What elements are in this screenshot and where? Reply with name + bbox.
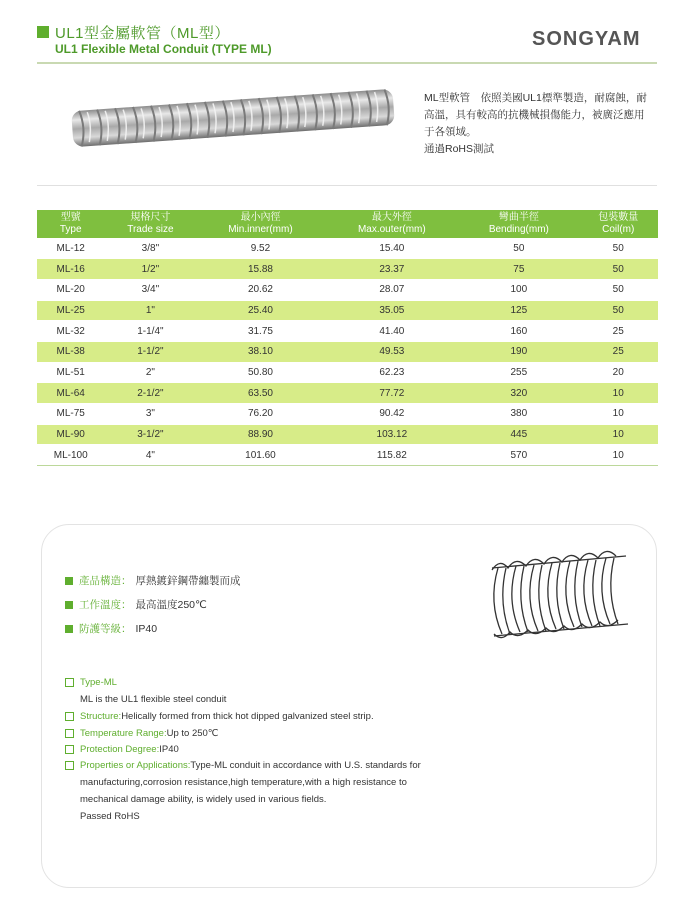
table-cell: 23.37 (324, 259, 459, 280)
feature-key: 產品構造： (79, 575, 132, 587)
table-row (37, 238, 658, 259)
feature-value: IP40 (159, 744, 179, 755)
feature-value: Type-ML conduit in accordance with U.S. standards for (190, 760, 421, 771)
table-row (37, 341, 658, 362)
table-cell: 1" (104, 300, 196, 321)
header-min-inner: 最小內徑 Min.inner(mm) (196, 210, 324, 238)
feature-key: Temperature Range: (80, 728, 167, 739)
feature-temperature-en (65, 728, 218, 739)
table-row (37, 321, 658, 342)
table-cell: 1/2" (104, 259, 196, 280)
table-cell: 380 (459, 404, 578, 425)
feature-value: IP40 (135, 622, 158, 635)
table-cell: ML-51 (37, 362, 104, 383)
table-row (37, 424, 658, 445)
table-cell: 15.40 (324, 238, 459, 259)
table-cell: ML-16 (37, 259, 104, 280)
table-cell: 9.52 (196, 238, 324, 259)
feature-key: 工作溫度： (79, 599, 132, 611)
table-cell: 3/4" (104, 279, 196, 300)
table-cell: 35.05 (324, 300, 459, 321)
feature-key: Type-ML (80, 677, 117, 688)
table-cell: 3-1/2" (104, 424, 196, 445)
table-row (37, 279, 658, 300)
table-header-row (37, 210, 658, 238)
table-cell: 3/8" (104, 238, 196, 259)
checkbox-icon (65, 745, 74, 754)
feature-key: Properties or Applications: (80, 760, 191, 771)
feature-protection-en (65, 744, 179, 755)
table-cell: 28.07 (324, 279, 459, 300)
bullet-square-icon (65, 601, 73, 609)
table-cell: 50 (578, 259, 658, 280)
table-cell: 255 (459, 362, 578, 383)
table-cell: 10 (578, 404, 658, 425)
table-cell: 115.82 (324, 445, 459, 466)
table-cell: 2-1/2" (104, 383, 196, 404)
table-cell: 50 (578, 279, 658, 300)
table-cell: 31.75 (196, 321, 324, 342)
product-description (424, 90, 660, 158)
feature-properties-line: manufacturing,corrosion resistance,high temperature,with a high resistance to (80, 777, 407, 788)
table-row (37, 445, 658, 466)
table-cell: ML-32 (37, 321, 104, 342)
conduit-profile-drawing (484, 548, 634, 644)
title-english: UL1 Flexible Metal Conduit (TYPE ML) (55, 42, 272, 56)
table-cell: 20 (578, 362, 658, 383)
bullet-square-icon (65, 625, 73, 633)
section-divider (37, 185, 657, 186)
feature-properties-en (65, 760, 421, 771)
table-cell: ML-100 (37, 445, 104, 466)
conduit-image (68, 88, 398, 148)
table-cell: 3" (104, 404, 196, 425)
header-bending: 彎曲半徑 Bending(mm) (459, 210, 578, 238)
table-cell: 103.12 (324, 424, 459, 445)
feature-type-description: ML is the UL1 flexible steel conduit (80, 694, 227, 705)
table-cell: 125 (459, 300, 578, 321)
table-cell: 570 (459, 445, 578, 466)
bullet-square-icon (65, 577, 73, 585)
table-cell: 25 (578, 321, 658, 342)
feature-key: Structure: (80, 711, 122, 722)
table-cell: 20.62 (196, 279, 324, 300)
table-cell: 63.50 (196, 383, 324, 404)
table-cell: ML-12 (37, 238, 104, 259)
table-cell: ML-75 (37, 404, 104, 425)
checkbox-icon (65, 678, 74, 687)
header-coil: 包裝數量 Coil(m) (578, 210, 658, 238)
table-cell: 10 (578, 445, 658, 466)
table-cell: 50 (578, 300, 658, 321)
checkbox-icon (65, 712, 74, 721)
table-cell: 76.20 (196, 404, 324, 425)
table-row (37, 383, 658, 404)
feature-value: 厚熱鍍鋅鋼帶纏製而成 (135, 575, 241, 587)
table-cell: 41.40 (324, 321, 459, 342)
header-divider (37, 62, 657, 64)
table-cell: 100 (459, 279, 578, 300)
table-cell: 101.60 (196, 445, 324, 466)
feature-temperature-cn (65, 597, 207, 612)
table-cell: 160 (459, 321, 578, 342)
title-marker (37, 26, 49, 38)
table-cell: 25.40 (196, 300, 324, 321)
table-cell: 1-1/2" (104, 341, 196, 362)
feature-type-en (65, 677, 117, 688)
table-row (37, 404, 658, 425)
feature-protection-cn (65, 621, 157, 636)
checkbox-icon (65, 729, 74, 738)
table-cell: 15.88 (196, 259, 324, 280)
feature-value: Up to 250℃ (166, 728, 219, 739)
table-cell: 190 (459, 341, 578, 362)
table-cell: ML-90 (37, 424, 104, 445)
table-cell: 62.23 (324, 362, 459, 383)
description-line: 高溫，具有較高的抗機械損傷能力，被廣泛應用 (424, 109, 645, 121)
checkbox-icon (65, 761, 74, 770)
table-cell: 77.72 (324, 383, 459, 404)
table-cell: 50 (578, 238, 658, 259)
table-cell: 88.90 (196, 424, 324, 445)
table-cell: 50.80 (196, 362, 324, 383)
spec-table (37, 210, 658, 466)
table-cell: 10 (578, 424, 658, 445)
feature-key: 防護等級： (79, 623, 132, 635)
table-cell: 75 (459, 259, 578, 280)
table-cell: ML-20 (37, 279, 104, 300)
table-cell: 10 (578, 383, 658, 404)
description-line: ML型軟管 依照美國UL1標準製造，耐腐蝕，耐 (424, 92, 647, 104)
table-cell: 49.53 (324, 341, 459, 362)
table-cell: ML-38 (37, 341, 104, 362)
table-cell: 50 (459, 238, 578, 259)
description-line: 通過RoHS測試 (424, 143, 495, 155)
header-type: 型號 Type (37, 210, 104, 238)
table-row (37, 362, 658, 383)
description-line: 于各領域。 (424, 126, 477, 138)
table-row (37, 259, 658, 280)
brand-logo: SONGYAM (532, 28, 641, 50)
feature-properties-line: mechanical damage ability, is widely used in various fields. (80, 794, 327, 805)
feature-value: 最高溫度250℃ (135, 599, 207, 611)
table-cell: 4" (104, 445, 196, 466)
header-trade-size: 規格尺寸 Trade size (104, 210, 196, 238)
table-cell: 90.42 (324, 404, 459, 425)
table-cell: 1-1/4" (104, 321, 196, 342)
header-max-outer: 最大外徑 Max.outer(mm) (324, 210, 459, 238)
table-cell: 2" (104, 362, 196, 383)
table-cell: ML-25 (37, 300, 104, 321)
feature-value: Helically formed from thick hot dipped galvanized steel strip. (121, 711, 374, 722)
feature-key: Protection Degree: (80, 744, 160, 755)
table-cell: ML-64 (37, 383, 104, 404)
feature-rohs: Passed RoHS (80, 811, 140, 822)
table-cell: 320 (459, 383, 578, 404)
title-chinese: UL1型金屬軟管（ML型） (55, 25, 230, 42)
table-cell: 25 (578, 341, 658, 362)
table-cell: 38.10 (196, 341, 324, 362)
feature-structure-en (65, 711, 374, 722)
table-row (37, 300, 658, 321)
table-cell: 445 (459, 424, 578, 445)
feature-structure-cn (65, 573, 241, 588)
